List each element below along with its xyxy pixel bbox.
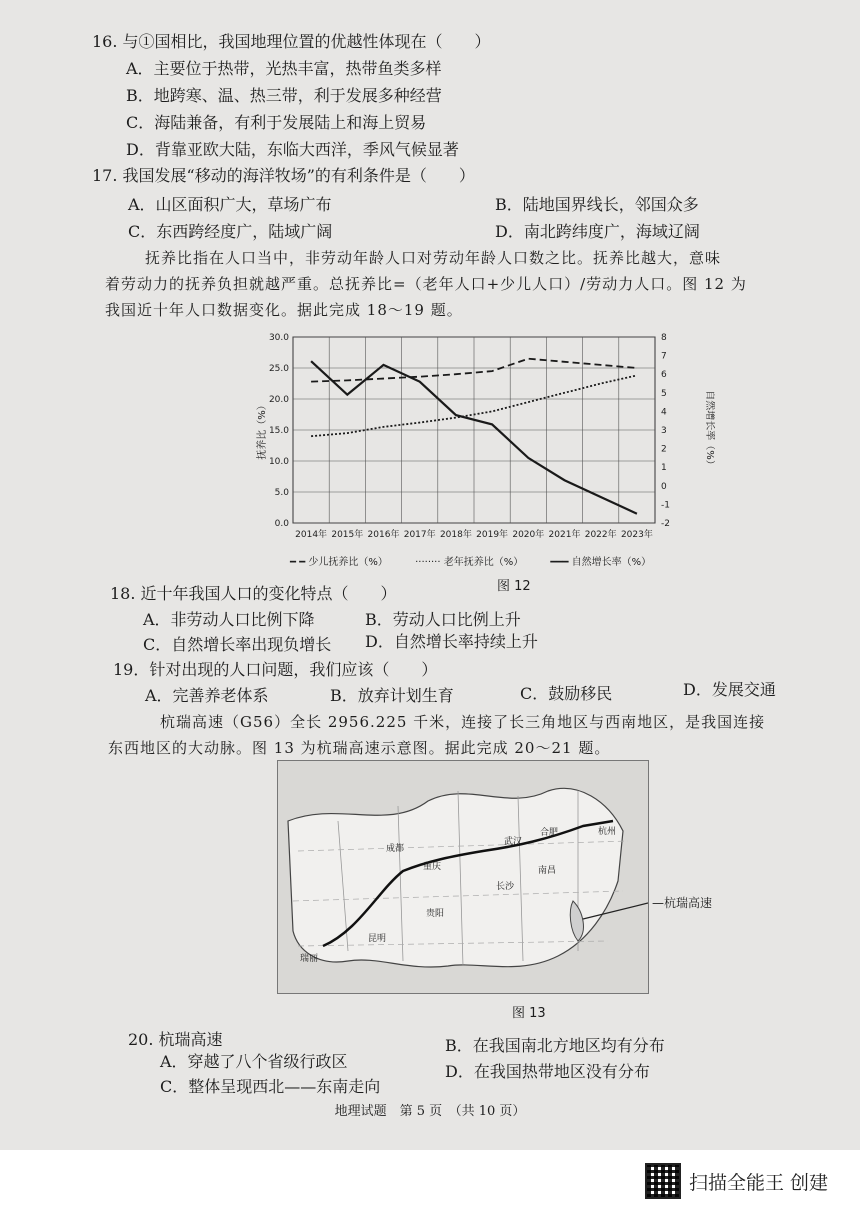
- intro20-line2: 东西地区的大动脉。图 13 为杭瑞高速示意图。据此完成 20～21 题。: [108, 739, 611, 757]
- y2-tick-label: 6: [661, 370, 667, 381]
- city-kunming: 昆明: [368, 934, 387, 944]
- y2-tick-label: 7: [661, 351, 667, 362]
- city-hangzhou: 杭州: [598, 827, 617, 837]
- land-outline: [288, 788, 623, 967]
- legend-growth-rate: ━━━ 自然增长率（%）: [550, 557, 652, 568]
- city-chongqing: 重庆: [423, 862, 442, 872]
- city-changsha: 长沙: [496, 882, 515, 892]
- intro18-line1: 抚养比指在人口当中，非劳动年龄人口对劳动年龄人口数之比。抚养比越大，意味: [145, 249, 722, 267]
- y-tick-label: 10.0: [268, 457, 289, 467]
- chart-legend: [290, 553, 675, 568]
- q16-stem: 16. 与①国相比，我国地理位置的优越性体现在（ ）: [92, 32, 491, 51]
- x-tick-label: 2021年: [548, 530, 581, 540]
- x-tick-label: 2022年: [584, 530, 617, 540]
- y-tick-label: 15.0: [268, 426, 289, 436]
- map-legend-label: —杭瑞高速: [652, 896, 713, 910]
- q20-stem: 20. 杭瑞高速: [128, 1030, 223, 1049]
- y-tick-label: 30.0: [268, 333, 289, 343]
- y2-tick-label: -1: [661, 500, 670, 511]
- q16-option-a: A．主要位于热带，光热丰富，热带鱼类多样: [126, 59, 442, 78]
- map-svg: [278, 761, 648, 993]
- x-tick-label: 2017年: [403, 530, 436, 540]
- y-tick-label: 0.0: [274, 519, 289, 529]
- population-chart-svg: [255, 325, 715, 575]
- population-chart: [255, 325, 715, 575]
- q18-stem: 18. 近十年我国人口的变化特点（ ）: [110, 584, 397, 603]
- q18-option-c: C．自然增长率出现负增长: [143, 635, 332, 654]
- y-tick-label: 20.0: [268, 395, 289, 405]
- x-tick-label: 2016年: [367, 530, 400, 540]
- q16-option-b: B．地跨寒、温、热三带，利于发展多种经营: [126, 86, 442, 105]
- city-guiyang: 贵阳: [426, 909, 445, 919]
- legend-elderly-ratio: ········ 老年抚养比（%）: [415, 557, 524, 568]
- intro20-line1: 杭瑞高速（G56）全长 2956.225 千米，连接了长三角地区与西南地区，是我国连接: [160, 713, 766, 731]
- city-ruili: 瑞丽: [300, 954, 319, 964]
- x-tick-label: 2014年: [295, 530, 328, 540]
- legend-child-ratio: ━ ━ 少儿抚养比（%）: [290, 557, 388, 568]
- q17-option-b: B．陆地国界线长，邻国众多: [495, 195, 699, 214]
- city-hefei: 合肥: [540, 828, 559, 838]
- q18-option-b: B．劳动人口比例上升: [365, 610, 521, 629]
- q20-option-b: B．在我国南北方地区均有分布: [445, 1036, 665, 1055]
- city-chengdu: 成都: [386, 844, 405, 854]
- figure-12-caption: 图 12: [497, 579, 531, 594]
- chart-y2label: 自然增长率（%）: [704, 390, 715, 470]
- qr-code-icon: [645, 1163, 681, 1199]
- x-tick-label: 2018年: [439, 530, 472, 540]
- q19-option-a: A．完善养老体系: [145, 686, 269, 705]
- intro18-line2: 着劳动力的抚养负担就越严重。总抚养比=（老年人口+少儿人口）/劳动力人口。图 12 为: [105, 275, 747, 293]
- q20-option-c: C．整体呈现西北——东南走向: [160, 1077, 381, 1096]
- y-tick-label: 25.0: [268, 364, 289, 374]
- q18-option-d: D．自然增长率持续上升: [365, 632, 538, 651]
- intro18-line3: 我国近十年人口数据变化。据此完成 18～19 题。: [105, 301, 463, 319]
- q19-option-b: B．放弃计划生育: [330, 686, 454, 705]
- y2-tick-label: 0: [661, 481, 667, 492]
- x-tick-label: 2020年: [512, 530, 545, 540]
- y-tick-label: 5.0: [274, 488, 289, 498]
- q20-option-a: A．穿越了八个省级行政区: [160, 1052, 348, 1071]
- hangrui-expressway-map: [277, 760, 649, 994]
- page-footer: 地理试题 第 5 页 （共 10 页）: [334, 1104, 526, 1119]
- y2-tick-label: 8: [661, 333, 667, 343]
- scanner-label: 扫描全能王 创建: [689, 1171, 829, 1194]
- q17-stem: 17. 我国发展“移动的海洋牧场”的有利条件是（ ）: [92, 166, 475, 185]
- q19-stem: 19．针对出现的人口问题，我们应该（ ）: [113, 660, 438, 679]
- chart-ylabel: 抚养比（%）: [257, 400, 268, 460]
- x-tick-label: 2015年: [331, 530, 364, 540]
- q17-option-d: D．南北跨纬度广，海域辽阔: [495, 222, 700, 241]
- y2-tick-label: 5: [661, 388, 667, 399]
- y2-tick-label: 4: [661, 407, 667, 418]
- city-nanchang: 南昌: [538, 866, 557, 876]
- y2-tick-label: 1: [661, 463, 667, 474]
- q19-option-d: D．发展交通: [683, 680, 776, 699]
- q19-option-c: C．鼓励移民: [520, 684, 613, 703]
- scanner-watermark: [645, 1163, 828, 1199]
- x-tick-label: 2019年: [476, 530, 509, 540]
- q20-option-d: D．在我国热带地区没有分布: [445, 1062, 650, 1081]
- q18-option-a: A．非劳动人口比例下降: [143, 610, 315, 629]
- city-wuhan: 武汉: [504, 837, 523, 847]
- figure-13-caption: 图 13: [512, 1006, 546, 1021]
- q17-option-a: A．山区面积广大，草场广布: [128, 195, 332, 214]
- q16-option-c: C．海陆兼备，有利于发展陆上和海上贸易: [126, 113, 427, 132]
- y2-tick-label: 2: [661, 444, 667, 455]
- q17-option-c: C．东西跨经度广，陆域广阔: [128, 222, 333, 241]
- y2-tick-label: -2: [661, 519, 670, 529]
- x-tick-label: 2023年: [620, 530, 653, 540]
- q16-option-d: D．背靠亚欧大陆，东临大西洋，季风气候显著: [126, 140, 459, 159]
- y2-tick-label: 3: [661, 426, 667, 436]
